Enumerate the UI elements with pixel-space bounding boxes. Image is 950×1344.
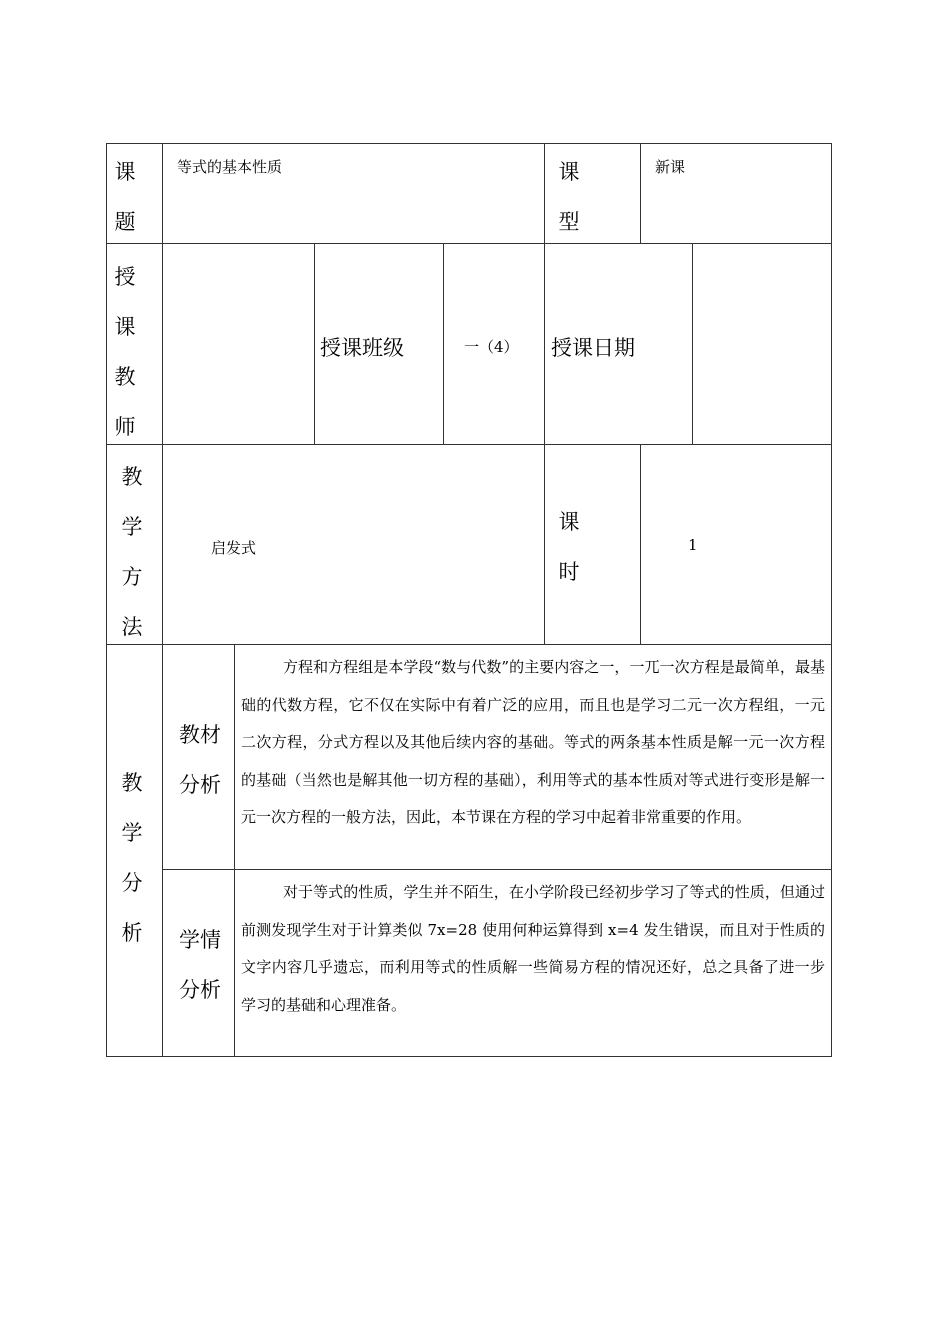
teacher-label: 授 课 教 师 (114, 265, 136, 439)
lesson-type-label: 课 型 (558, 160, 580, 234)
class-value: 一（4） (464, 338, 519, 356)
teaching-method-value: 启发式 (211, 539, 257, 557)
class-label: 授课班级 (320, 336, 404, 360)
student-analysis-label: 学情 分析 (179, 928, 221, 1002)
topic-label: 课 题 (114, 160, 136, 234)
student-analysis-text: 对于等式的性质，学生并不陌生，在小学阶段已经初步学习了等式的性质，但通过前测发现学生对于计算类似 7x=28 使用何种运算得到 x=4 发生错误，而且对于性质的文字内容几乎遗忘，而利用等式的性质解一些简易方程的情况还好，总之具备了进一步学习的基础和心理准备。 (241, 883, 825, 1014)
lesson-title: 等式的基本性质 (177, 158, 283, 176)
lesson-type-value: 新课 (655, 158, 686, 176)
class-hours-value: 1 (688, 536, 698, 554)
textbook-analysis-text: 方程和方程组是本学段“数与代数”的主要内容之一，一兀一次方程是最简单，最基础的代数方程，它不仅在实际中有着广泛的应用，而且也是学习二元一次方程组，一元二次方程，分式方程以及其他后续内容的基础。等式的两条基本性质是解一元一次方程的基础（当然也是解其他一切方程的基础），利用等式的基本性质对等式进行变形是解一元一次方程的一般方法，因此，本节课在方程的学习中起着非常重要的作用。 (241, 658, 825, 826)
teaching-method-label: 教 学 方 法 (121, 465, 143, 639)
textbook-analysis-label: 教材 分析 (179, 723, 221, 797)
date-label: 授课日期 (551, 336, 635, 360)
class-hours-label: 课 时 (558, 510, 580, 584)
teaching-analysis-label: 教 学 分 析 (121, 771, 143, 945)
